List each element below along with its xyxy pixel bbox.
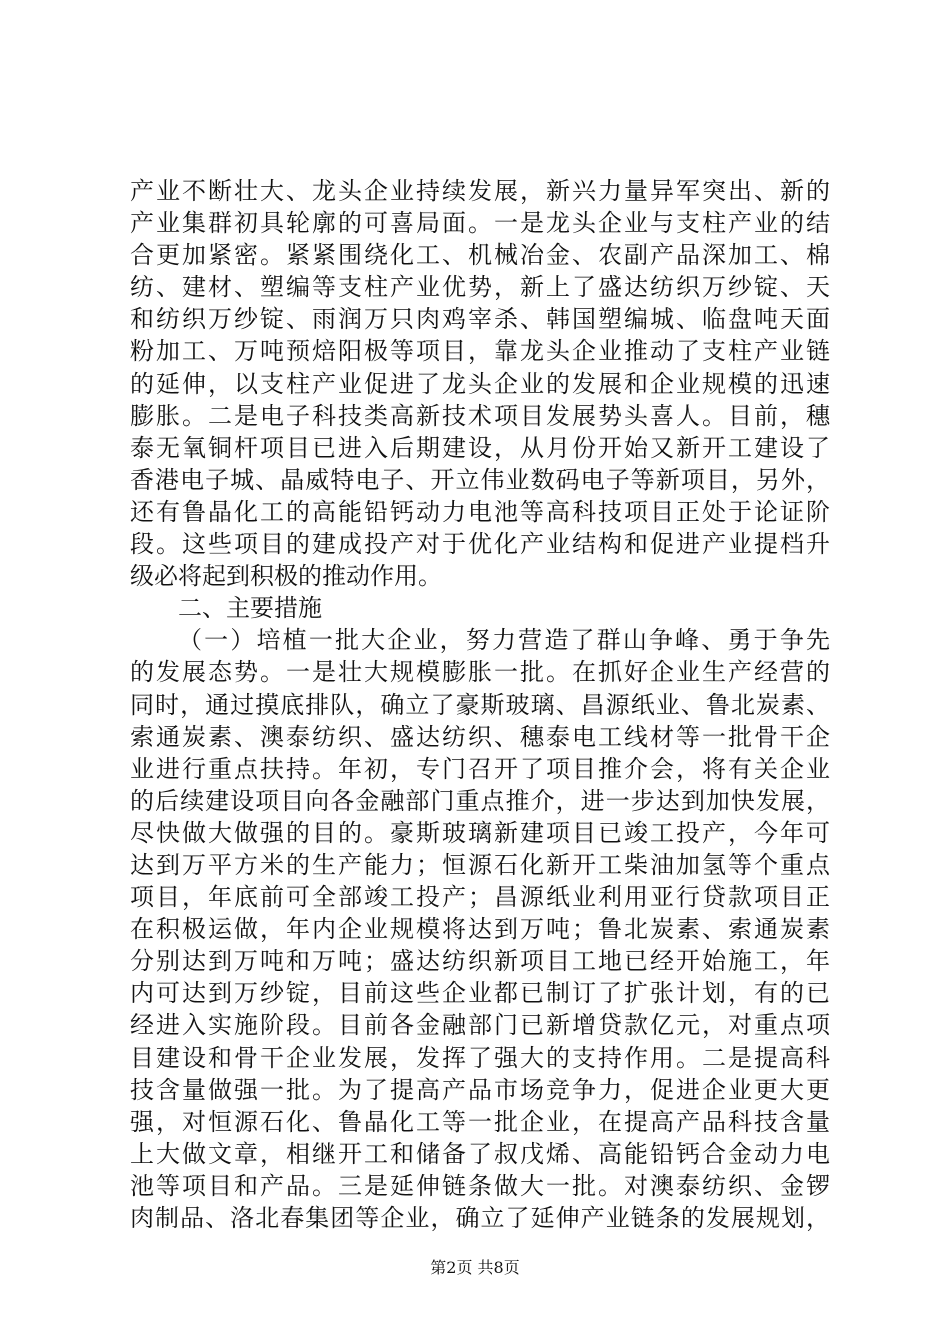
text-line-5: 和纺织万纱锭、雨润万只肉鸡宰杀、韩国塑编城、临盘吨天面 <box>130 305 830 334</box>
text-line-17: 同时，通过摸底排队，确立了豪斯玻璃、昌源纸业、鲁北炭素、 <box>130 690 830 719</box>
text-line-30: 强，对恒源石化、鲁晶化工等一批企业，在提高产品科技含量 <box>130 1107 830 1136</box>
body-text <box>130 175 830 1234</box>
text-line-16: 的发展态势。一是壮大规模膨胀一批。在抓好企业生产经营的 <box>130 658 830 687</box>
text-line-7: 的延伸，以支柱产业促进了龙头企业的发展和企业规模的迅速 <box>130 369 830 398</box>
text-line-1: 产业不断壮大、龙头企业持续发展，新兴力量异军突出、新的 <box>130 177 830 205</box>
text-line-4: 纺、建材、塑编等支柱产业优势，新上了盛达纺织万纱锭、天 <box>130 273 830 302</box>
text-line-18: 索通炭素、澳泰纺织、盛达纺织、穗泰电工线材等一批骨干企 <box>130 722 830 751</box>
text-line-33: 肉制品、洛北春集团等企业，确立了延伸产业链条的发展规划， <box>130 1204 830 1232</box>
text-line-31: 上大做文章，相继开工和储备了叔戊烯、高能铅钙合金动力电 <box>130 1139 830 1168</box>
text-line-11: 还有鲁晶化工的高能铅钙动力电池等高科技项目正处于论证阶 <box>130 497 830 526</box>
text-line-24: 在积极运做，年内企业规模将达到万吨；鲁北炭素、索通炭素 <box>130 915 830 944</box>
text-line-22: 达到万平方米的生产能力；恒源石化新开工柴油加氢等个重点 <box>130 850 830 879</box>
text-line-21: 尽快做大做强的目的。豪斯玻璃新建项目已竣工投产，今年可 <box>130 818 830 847</box>
text-line-13: 级必将起到积极的推动作用。 <box>130 562 442 591</box>
text-line-26: 内可达到万纱锭，目前这些企业都已制订了扩张计划，有的已 <box>130 979 830 1008</box>
text-line-32: 池等项目和产品。三是延伸链条做大一批。对澳泰纺织、金锣 <box>130 1171 830 1200</box>
text-line-12: 段。这些项目的建成投产对于优化产业结构和促进产业提档升 <box>130 530 830 559</box>
text-line-25: 分别达到万吨和万吨；盛达纺织新项目工地已经开始施工，年 <box>130 947 830 976</box>
text-line-3: 合更加紧密。紧紧围绕化工、机械冶金、农副产品深加工、棉 <box>130 241 830 270</box>
text-line-29: 技含量做强一批。为了提高产品市场竞争力，促进企业更大更 <box>130 1075 830 1104</box>
text-line-2: 产业集群初具轮廓的可喜局面。一是龙头企业与支柱产业的结 <box>130 209 830 238</box>
section-heading: 二、主要措施 <box>178 594 322 623</box>
text-line-27: 经进入实施阶段。目前各金融部门已新增贷款亿元，对重点项 <box>130 1011 830 1040</box>
text-line-20: 的后续建设项目向各金融部门重点推介，进一步达到加快发展， <box>130 786 830 815</box>
text-line-15: （一）培植一批大企业，努力营造了群山争峰、勇于争先 <box>178 626 830 655</box>
page-number-footer: 第2页 共8页 <box>430 1258 520 1277</box>
text-line-8: 膨胀。二是电子科技类高新技术项目发展势头喜人。目前，穗 <box>130 401 830 430</box>
text-line-10: 香港电子城、晶威特电子、开立伟业数码电子等新项目，另外， <box>130 465 830 494</box>
text-line-6: 粉加工、万吨预焙阳极等项目，靠龙头企业推动了支柱产业链 <box>130 337 830 366</box>
text-line-19: 业进行重点扶持。年初，专门召开了项目推介会，将有关企业 <box>130 754 830 783</box>
text-line-28: 目建设和骨干企业发展，发挥了强大的支持作用。二是提高科 <box>130 1043 830 1072</box>
text-line-23: 项目，年底前可全部竣工投产；昌源纸业利用亚行贷款项目正 <box>130 883 830 912</box>
text-line-9: 泰无氧铜杆项目已进入后期建设，从月份开始又新开工建设了 <box>130 433 830 462</box>
